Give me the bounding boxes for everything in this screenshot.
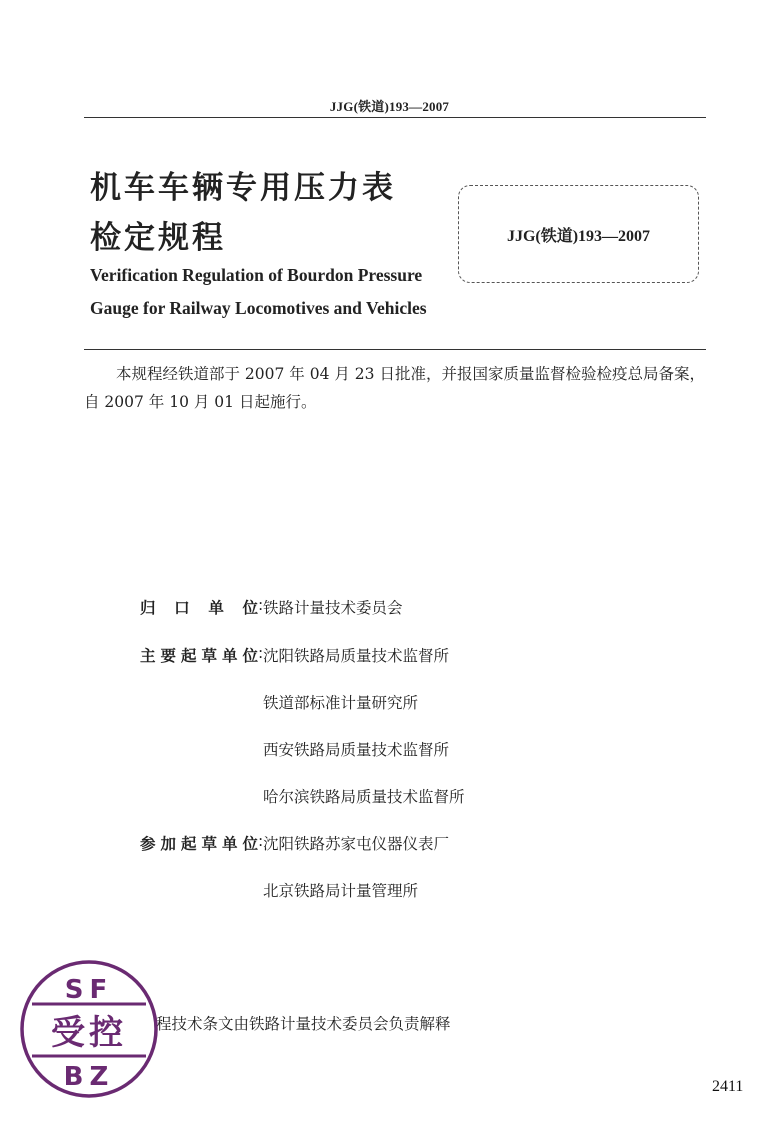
colon: : [258, 644, 264, 662]
title-cn-line2: 检定规程 [90, 220, 226, 256]
stamp-middle-text: 受控 [51, 1013, 127, 1053]
standard-code-box-text: JJG(铁道)193—2007 [506, 227, 651, 245]
stamp-top-text: SF [64, 975, 114, 1005]
title-en-line1: Verification Regulation of Bourdon Pressure [90, 265, 423, 285]
header-rule [84, 117, 706, 118]
main-drafter-item: 哈尔滨铁路局质量技术监督所 [263, 788, 465, 806]
standard-code-header: JJG(铁道)193—2007 [329, 99, 450, 114]
title-cn-line1: 机车车辆专用压力表 [90, 170, 396, 206]
responsible-unit-value: 铁路计量技术委员会 [263, 599, 403, 617]
controlled-copy-stamp [18, 958, 160, 1100]
colon: : [258, 596, 264, 614]
main-drafter-item: 西安铁路局质量技术监督所 [263, 741, 450, 759]
participating-drafter-item: 北京铁路局计量管理所 [263, 882, 419, 900]
main-drafters-label: 主要起草单位 [140, 647, 258, 665]
responsible-unit-label: 归口单位 [140, 599, 258, 617]
title-rule [84, 349, 706, 350]
main-drafter-item: 沈阳铁路局质量技术监督所 [263, 647, 450, 665]
interpretation-note: 程技术条文由铁路计量技术委员会负责解释 [156, 1015, 451, 1033]
participating-drafter-item: 沈阳铁路苏家屯仪器仪表厂 [263, 835, 450, 853]
participating-drafters-label: 参加起草单位 [140, 835, 258, 853]
page-number: 2411 [712, 1078, 744, 1095]
approval-statement: 本规程经铁道部于 2007 年 04 月 23 日批准，并报国家质量监督检验检疫总局备案，自 2007 年 10 月 01 日起施行。 [84, 365, 705, 411]
standard-code-box [458, 185, 699, 283]
colon: : [258, 832, 264, 850]
main-drafter-item: 铁道部标准计量研究所 [263, 694, 419, 712]
title-en-line2: Gauge for Railway Locomotives and Vehicles [90, 298, 427, 318]
stamp-bottom-text: BZ [63, 1062, 115, 1092]
